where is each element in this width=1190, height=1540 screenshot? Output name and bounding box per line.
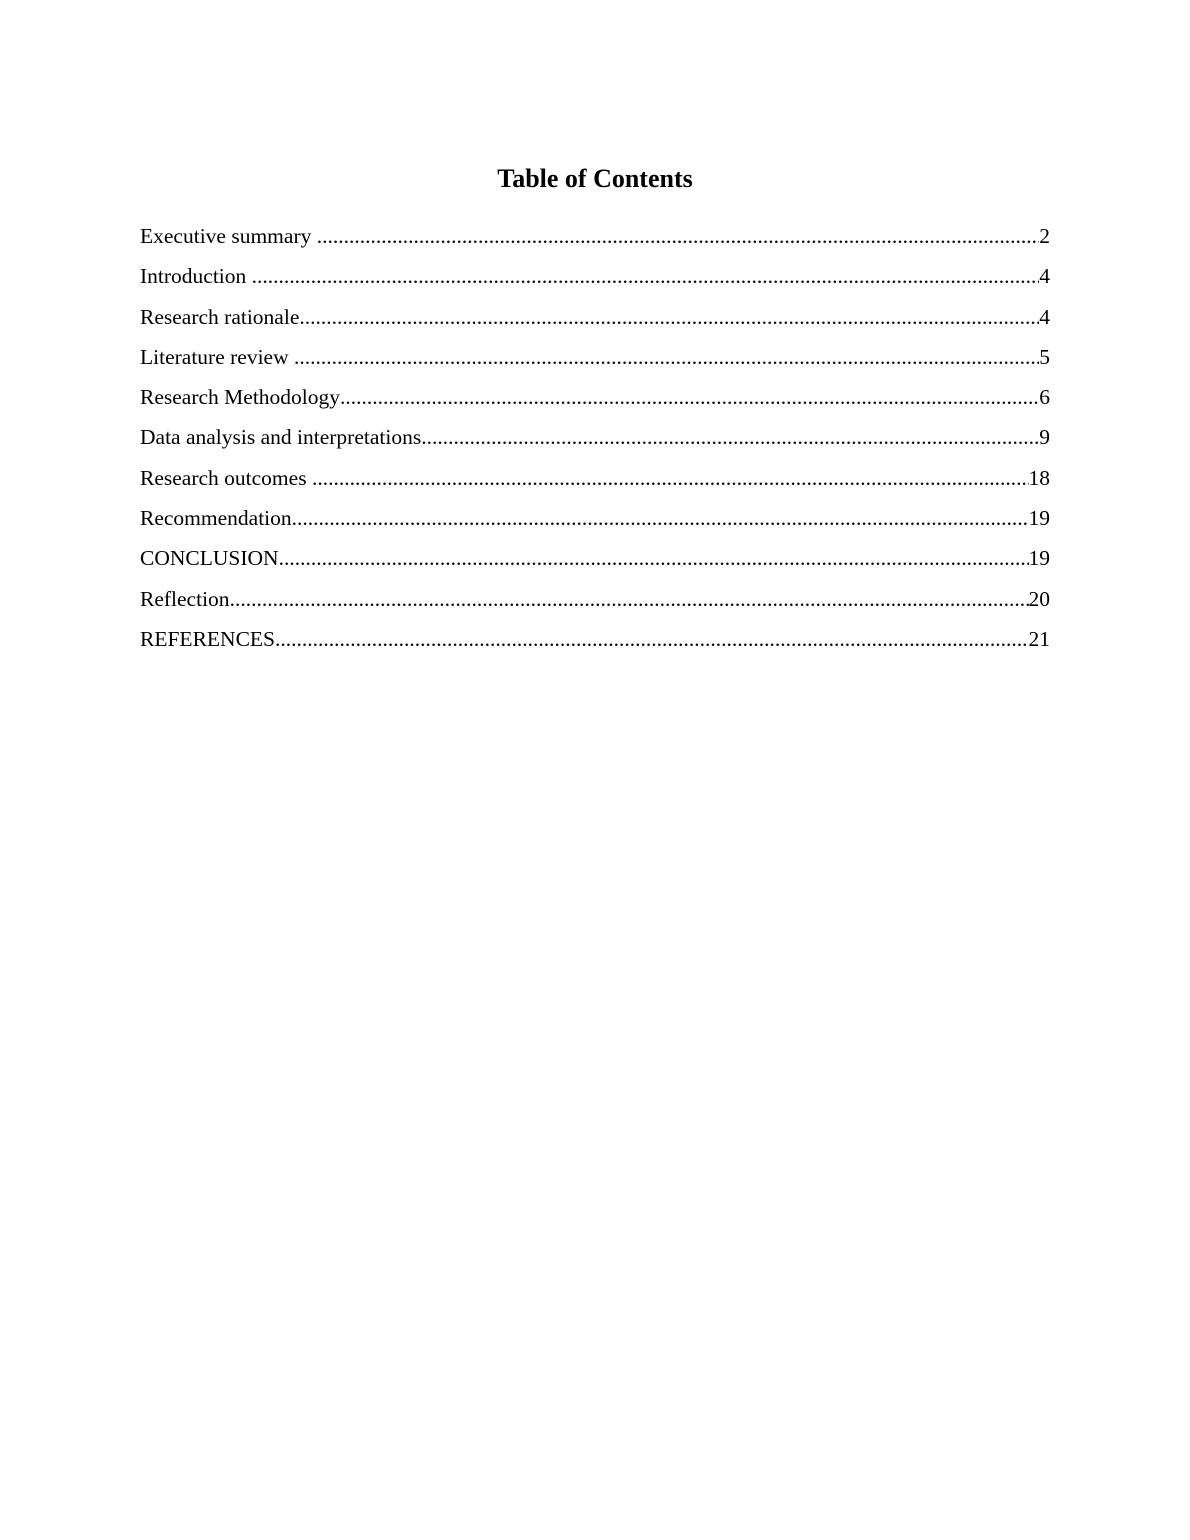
toc-entry-data-analysis[interactable] — [140, 421, 1050, 461]
toc-page-number: 18 — [1028, 465, 1050, 490]
toc-dot-leader — [279, 542, 1029, 574]
toc-entry-executive-summary[interactable] — [140, 220, 1050, 260]
toc-dot-leader — [275, 623, 1029, 655]
toc-dot-leader — [252, 260, 1040, 292]
toc-entry-conclusion[interactable] — [140, 542, 1050, 582]
toc-entry-label: Literature review — [140, 344, 294, 369]
toc-title: Table of Contents — [497, 164, 693, 193]
toc-entry-label: Introduction — [140, 264, 252, 289]
toc-entry-reflection[interactable] — [140, 583, 1050, 623]
toc-entry-label: Data analysis and interpretations — [140, 425, 422, 450]
toc-entry-literature-review[interactable] — [140, 341, 1050, 381]
toc-page-number: 2 — [1039, 224, 1050, 248]
toc-dot-leader — [312, 462, 1029, 494]
toc-dot-leader — [421, 421, 1039, 453]
toc-entry-research-outcomes[interactable] — [140, 462, 1050, 502]
toc-page-number: 4 — [1039, 264, 1050, 289]
toc-page-number: 21 — [1028, 626, 1050, 651]
toc-entry-research-methodology[interactable] — [140, 381, 1050, 421]
toc-entry-label: Research rationale — [140, 304, 300, 329]
toc-dot-leader — [292, 502, 1029, 534]
toc-entry-label: CONCLUSION — [140, 546, 279, 571]
toc-dot-leader — [317, 220, 1040, 252]
toc-entry-label: Executive summary — [140, 224, 317, 248]
toc-page-number: 6 — [1039, 385, 1050, 410]
toc-entry-label: Research Methodology — [140, 385, 341, 410]
toc-entry-label: REFERENCES — [140, 626, 275, 651]
toc-page-number: 5 — [1039, 344, 1050, 369]
toc-page-number: 19 — [1028, 546, 1050, 571]
table-of-contents — [140, 220, 1050, 663]
toc-page-number: 9 — [1039, 425, 1050, 450]
toc-page-number: 4 — [1039, 304, 1050, 329]
toc-entry-references[interactable] — [140, 623, 1050, 663]
toc-dot-leader — [340, 381, 1039, 413]
toc-page-number: 20 — [1028, 586, 1050, 611]
toc-entry-recommendation[interactable] — [140, 502, 1050, 542]
toc-entry-label: Research outcomes — [140, 465, 312, 490]
toc-entry-research-rationale[interactable] — [140, 301, 1050, 341]
toc-entry-label: Recommendation — [140, 506, 292, 531]
toc-entry-label: Reflection — [140, 586, 230, 611]
toc-dot-leader — [299, 301, 1039, 333]
toc-dot-leader — [294, 341, 1039, 373]
toc-dot-leader — [230, 583, 1029, 615]
toc-page-number: 19 — [1028, 506, 1050, 531]
toc-entry-introduction[interactable] — [140, 260, 1050, 300]
